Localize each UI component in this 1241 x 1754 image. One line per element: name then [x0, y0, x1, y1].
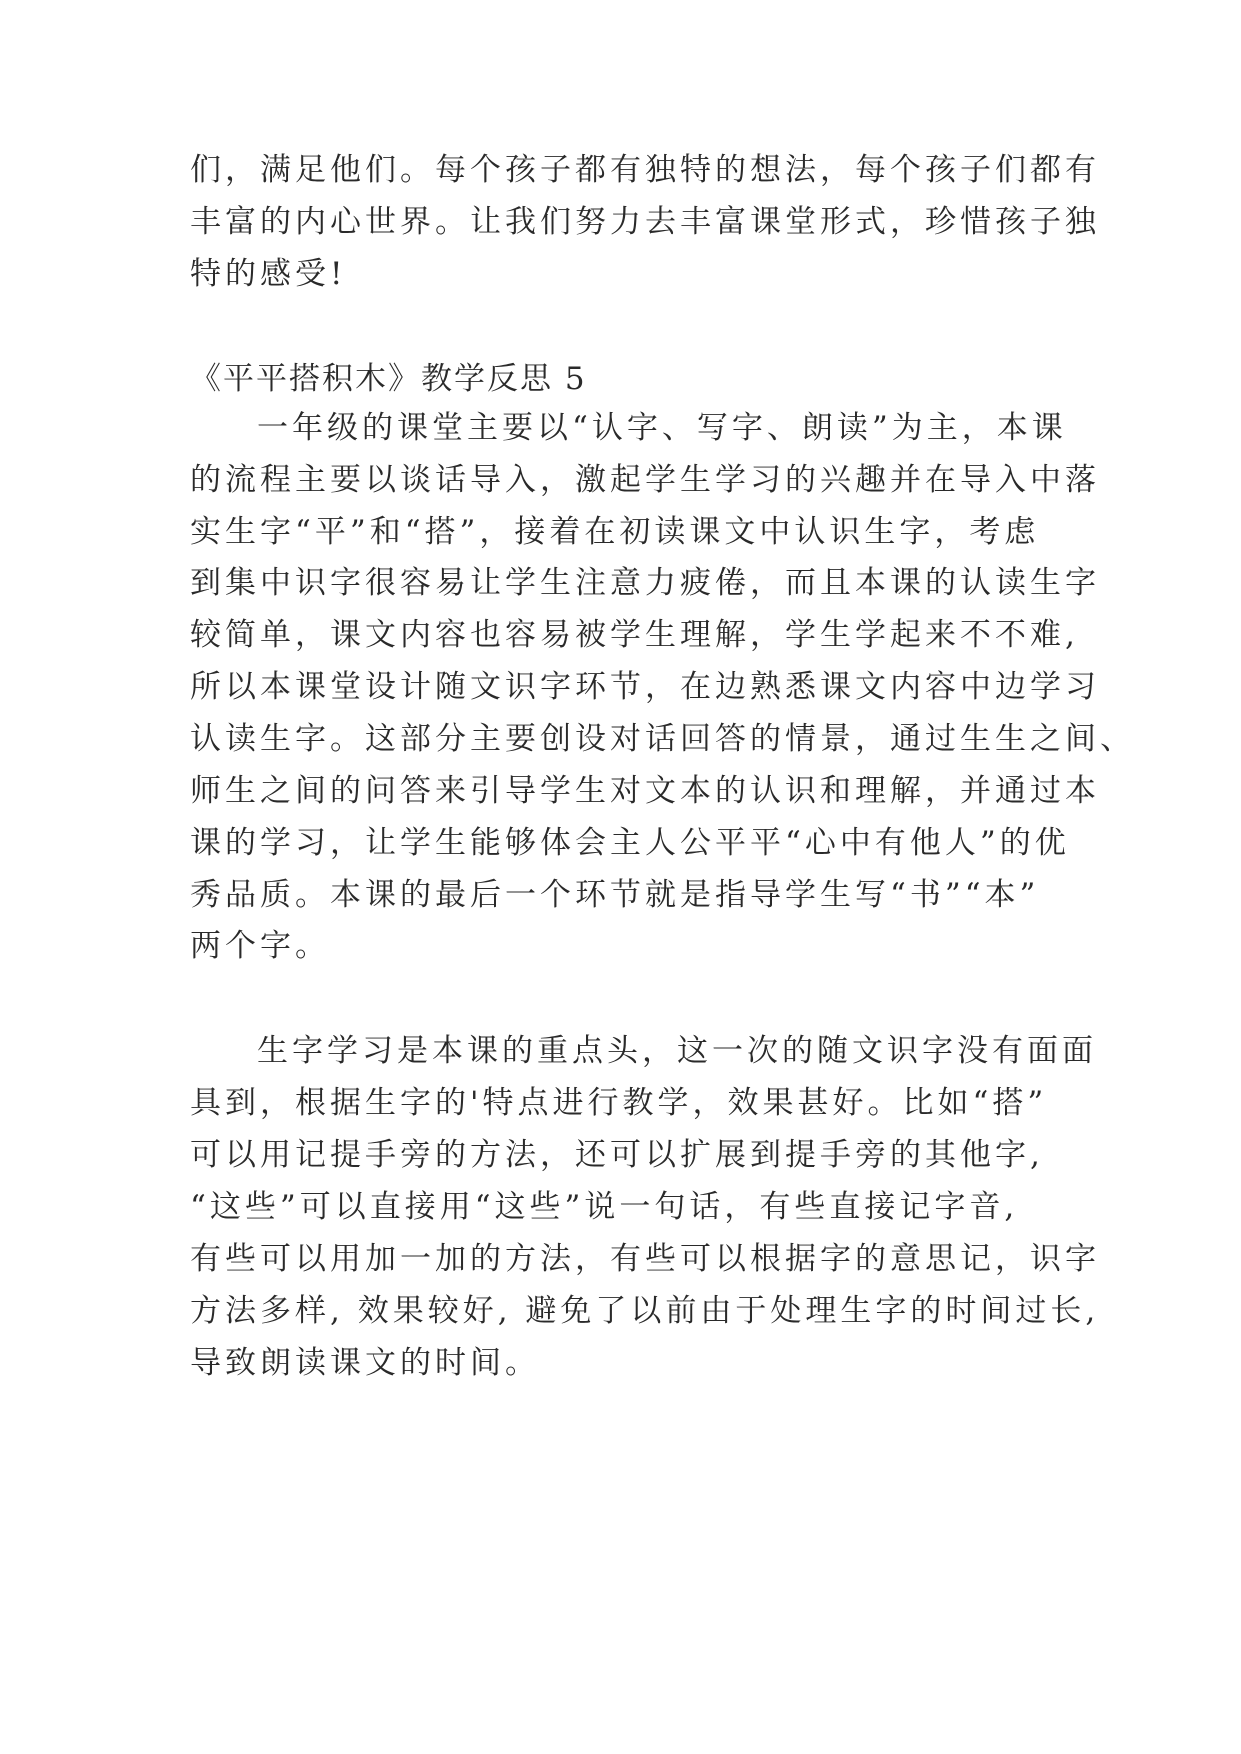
- intro-line: 们，满足他们。每个孩子都有独特的想法，每个孩子们都有: [190, 152, 1100, 188]
- paragraph-line: 实生字“平”和“搭”，接着在初读课文中认识生字，考虑: [190, 514, 1040, 550]
- paragraph-line: 导致朗读课文的时间。: [190, 1345, 540, 1381]
- paragraph-line: 到集中识字很容易让学生注意力疲倦，而且本课的认读生字: [190, 565, 1100, 601]
- section-heading: 《平平搭积木》教学反思 5: [190, 361, 587, 397]
- paragraph-line: 较简单，课文内容也容易被学生理解，学生学起来不不难,: [190, 617, 1079, 653]
- paragraph-line: 的流程主要以谈话导入，激起学生学习的兴趣并在导入中落: [190, 462, 1100, 498]
- paragraph-line: 师生之间的问答来引导学生对文本的认识和理解，并通过本: [190, 773, 1100, 809]
- paragraph-line: “这些”可以直接用“这些”说一句话，有些直接记字音,: [190, 1189, 1019, 1225]
- paragraph-line: 一年级的课堂主要以“认字、写字、朗读”为主，本课: [257, 410, 1067, 446]
- paragraph-line: 两个字。: [190, 928, 330, 964]
- paragraph-line: 所以本课堂设计随文识字环节，在边熟悉课文内容中边学习: [190, 669, 1100, 705]
- paragraph-line: 方法多样, 效果较好, 避免了以前由于处理生字的时间过长,: [190, 1293, 1100, 1329]
- paragraph-line: 具到，根据生字的'特点进行教学，效果甚好。比如“搭”: [190, 1085, 1048, 1121]
- paragraph-line: 认读生字。这部分主要创设对话回答的情景，通过生生之间、: [190, 721, 1135, 757]
- intro-line: 特的感受!: [190, 256, 347, 292]
- intro-line: 丰富的内心世界。让我们努力去丰富课堂形式，珍惜孩子独: [190, 204, 1100, 240]
- paragraph-line: 秀品质。本课的最后一个环节就是指导学生写“书”“本”: [190, 877, 1040, 913]
- paragraph-line: 有些可以用加一加的方法，有些可以根据字的意思记，识字: [190, 1241, 1100, 1277]
- paragraph-line: 课的学习，让学生能够体会主人公平平“心中有他人”的优: [190, 825, 1070, 861]
- paragraph-line: 可以用记提手旁的方法，还可以扩展到提手旁的其他字,: [190, 1137, 1044, 1173]
- paragraph-line: 生字学习是本课的重点头，这一次的随文识字没有面面: [257, 1033, 1097, 1069]
